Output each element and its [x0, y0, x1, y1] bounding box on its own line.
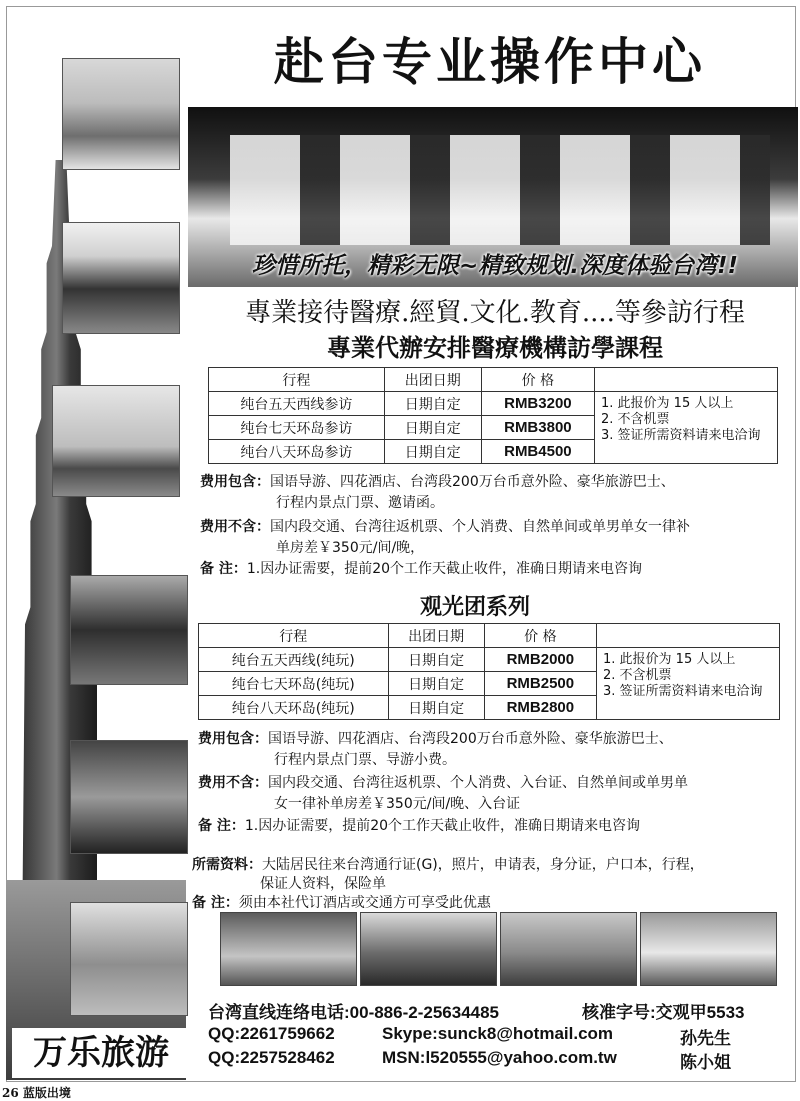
license-number: 核准字号:交观甲5533	[582, 1003, 745, 1022]
col-notes	[595, 368, 778, 392]
note-line: 3. 签证所需资料请来电洽询	[603, 684, 763, 699]
date-cell: 日期自定	[384, 440, 481, 464]
msn: MSN:l520555@yahoo.com.tw	[382, 1048, 617, 1067]
exclude-text: 国内段交通、台湾往返机票、个人消费、入台证、自然单间或单男单	[268, 775, 688, 791]
skype: Skype:sunck8@hotmail.com	[382, 1024, 614, 1043]
remark-line	[200, 558, 642, 578]
route-cell: 纯台五天西线参访	[209, 392, 385, 416]
visit-price-table	[208, 367, 778, 464]
date-cell: 日期自定	[388, 648, 484, 672]
sun-moon-lake-photo	[70, 902, 188, 1016]
table-header-row	[209, 368, 778, 392]
price-cell: RMB2500	[484, 672, 596, 696]
taipei-night-photo	[360, 912, 497, 986]
exclude-text: 国内段交通、台湾往返机票、个人消费、自然单间或单男单女一律补	[270, 519, 690, 535]
note-line: 2. 不含机票	[601, 412, 670, 427]
docs-remark-line	[192, 892, 491, 912]
include-label: 费用包含：	[198, 731, 268, 747]
table-row	[199, 648, 780, 672]
docs-remark-text: 须由本社代订酒店或交通方可享受此优惠	[238, 895, 491, 911]
remark-text: 1.因办证需要，提前20个工作天截止收件，准确日期请来电咨询	[244, 818, 641, 834]
service-subheadline: 專業代辦安排醫療機構訪學課程	[327, 333, 663, 362]
col-price: 价 格	[481, 368, 594, 392]
service-headline: 專業接待醫療.經貿.文化.教育....等參訪行程	[245, 298, 745, 328]
col-notes	[597, 624, 780, 648]
include-text: 国语导游、四花酒店、台湾段200万台币意外险、豪华旅游巴士、	[270, 474, 675, 490]
col-route: 行程	[209, 368, 385, 392]
qq-2: QQ:2257528462	[208, 1048, 335, 1067]
table-row	[209, 392, 778, 416]
notes-cell	[597, 648, 780, 720]
docs-label: 所需资料：	[192, 857, 262, 873]
brand-name: 万乐旅游	[12, 1028, 190, 1078]
date-cell: 日期自定	[388, 672, 484, 696]
include-text: 国语导游、四花酒店、台湾段200万台币意外险、豪华旅游巴士、	[268, 731, 673, 747]
col-price: 价 格	[484, 624, 596, 648]
remark-label: 备 注：	[198, 818, 245, 834]
exclude-label: 费用不含：	[198, 775, 268, 791]
slogan: 珍惜所托，精彩无限~精致规划.深度体验台湾!!	[252, 253, 738, 279]
note-line: 2. 不含机票	[603, 668, 672, 683]
price-cell: RMB2000	[484, 648, 596, 672]
docs-line-2: 保证人资料，保险单	[260, 876, 386, 892]
contact-person-1: 孙先生	[680, 1029, 731, 1048]
docs-remark-label: 备 注：	[192, 895, 239, 911]
route-cell: 纯台八天环岛(纯玩)	[199, 696, 389, 720]
harbor-ship-photo	[52, 385, 180, 497]
include-line-2: 行程内景点门票、邀请函。	[276, 495, 444, 511]
exclude-line-1	[200, 516, 690, 536]
date-cell: 日期自定	[388, 696, 484, 720]
route-cell: 纯台八天环岛参访	[209, 440, 385, 464]
hotline: 台湾直线连络电话:00-886-2-25634485	[208, 1003, 500, 1022]
honor-guard-photo	[70, 575, 188, 685]
include-line-1	[198, 728, 673, 748]
tour-price-table	[198, 623, 780, 720]
contact-person-2: 陈小姐	[680, 1053, 731, 1072]
include-label: 费用包含：	[200, 474, 270, 490]
exclude-line-2: 女一律补单房差￥350元/间/晚、入台证	[274, 796, 521, 812]
price-cell: RMB2800	[484, 696, 596, 720]
docs-line-1	[192, 854, 704, 874]
route-cell: 纯台七天环岛(纯玩)	[199, 672, 389, 696]
series-title: 观光团系列	[420, 595, 531, 620]
remark-text: 1.因办证需要，提前20个工作天截止收件，准确日期请来电咨询	[246, 561, 643, 577]
gate-square-photo	[640, 912, 777, 986]
price-cell: RMB3200	[481, 392, 594, 416]
col-route: 行程	[199, 624, 389, 648]
date-cell: 日期自定	[384, 416, 481, 440]
page-title: 赴台专业操作中心	[274, 32, 706, 91]
exclude-line-2: 单房差￥350元/间/晚，	[276, 540, 425, 556]
col-date: 出团日期	[384, 368, 481, 392]
memorial-hall-photo	[62, 58, 180, 170]
pavilion-photo	[62, 222, 180, 334]
remark-label: 备 注：	[200, 561, 247, 577]
docs-text: 大陆居民往来台湾通行证(G)，照片，申请表，身分证，户口本，行程，	[262, 857, 704, 873]
price-cell: RMB3800	[481, 416, 594, 440]
exclude-label: 费用不含：	[200, 519, 270, 535]
night-market-photo	[70, 740, 188, 854]
include-line-2: 行程内景点门票、导游小费。	[274, 752, 456, 768]
page-label: 26 蓝版出境	[2, 1086, 71, 1100]
price-cell: RMB4500	[481, 440, 594, 464]
exclude-line-1	[198, 772, 688, 792]
route-cell: 纯台五天西线(纯玩)	[199, 648, 389, 672]
include-line-1	[200, 471, 675, 491]
note-line: 1. 此报价为 15 人以上	[601, 396, 734, 411]
table-header-row	[199, 624, 780, 648]
coast-photo	[220, 912, 357, 986]
note-line: 3. 签证所需资料请来电洽询	[601, 428, 761, 443]
date-cell: 日期自定	[384, 392, 481, 416]
notes-cell	[595, 392, 778, 464]
note-line: 1. 此报价为 15 人以上	[603, 652, 736, 667]
queen-head-rock-photo	[500, 912, 637, 986]
qq-1: QQ:2261759662	[208, 1024, 335, 1043]
col-date: 出团日期	[388, 624, 484, 648]
gate-illustration	[230, 135, 770, 245]
route-cell: 纯台七天环岛参访	[209, 416, 385, 440]
remark-line	[198, 815, 640, 835]
